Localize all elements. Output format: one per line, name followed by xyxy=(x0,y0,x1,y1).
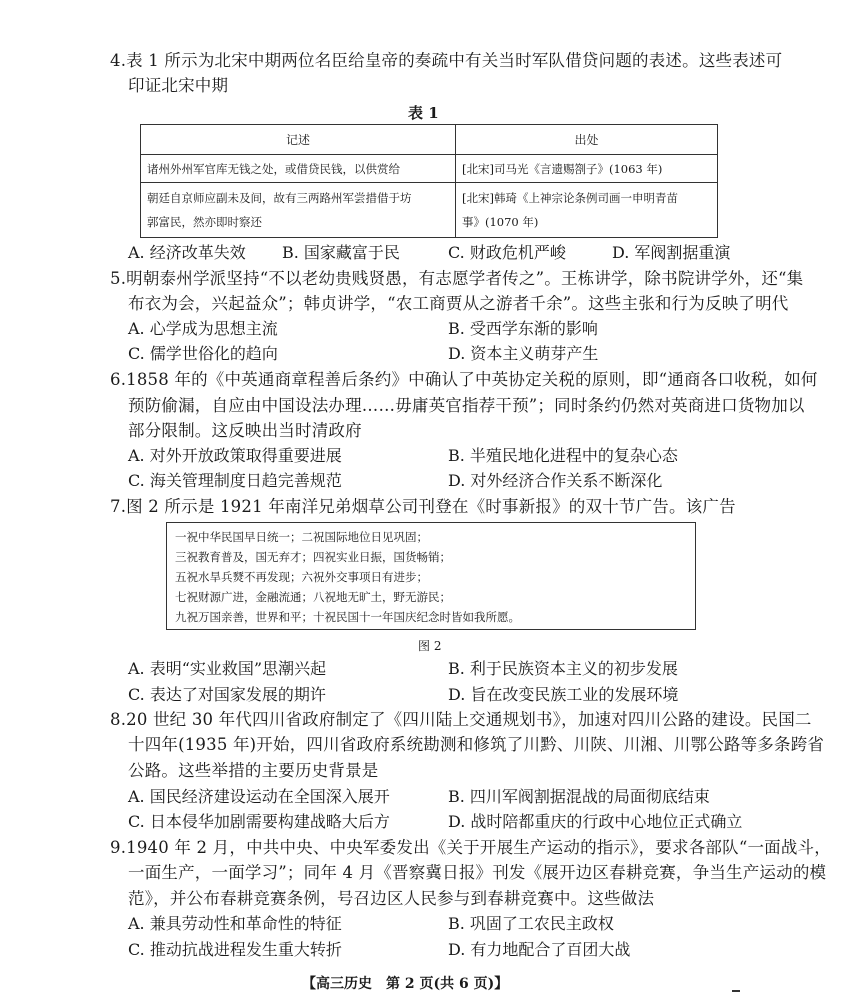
row-2-source-line-2: 事》(1070 年) xyxy=(462,215,539,229)
q5-option-c: C. 儒学世俗化的趋向 xyxy=(128,344,278,363)
q4-option-d: D. 军阀割据重演 xyxy=(612,243,731,262)
table-header-row xyxy=(141,125,718,155)
q8-option-a: A. 国民经济建设运动在全国深入展开 xyxy=(128,787,390,806)
q7-option-d: D. 旨在改变民族工业的发展环境 xyxy=(448,685,679,704)
q4-stem-line-1: 4.表 1 所示为北宋中期两位名臣给皇帝的奏疏中有关当时军队借贷问题的表述。这些表述可 xyxy=(110,51,783,70)
row-2-source xyxy=(456,183,718,238)
q6-stem-line-2: 预防偷漏，自应由中国设法办理……毋庸英官指荐干预”；同时条约仍然对英商进口货物加以 xyxy=(128,396,805,415)
q5-option-b: B. 受西学东渐的影响 xyxy=(448,319,598,338)
table-1 xyxy=(140,124,718,238)
row-2-text-line-1: 朝廷自京师应副未及间，故有三两路州军尝措借于坊 xyxy=(147,191,412,205)
q8-stem-line-3: 公路。这些举措的主要历史背景是 xyxy=(128,761,379,780)
q5-stem-line-1: 5.明朝泰州学派坚持“不以老幼贵贱贤愚，有志愿学者传之”。王栋讲学，除书院讲学外，还“集 xyxy=(110,269,804,288)
q7-option-c: C. 表达了对国家发展的期许 xyxy=(128,685,326,704)
q8-stem-line-2: 十四年(1935 年)开始，四川省政府系统勘测和修筑了川黔、川陕、川湘、川鄂公路等多条跨省 xyxy=(128,735,825,754)
q6-option-a: A. 对外开放政策取得重要进展 xyxy=(128,446,342,465)
q4-option-a: A. 经济改革失效 xyxy=(128,243,246,262)
q6-option-b: B. 半殖民地化进程中的复杂心态 xyxy=(448,446,678,465)
row-2-source-line-1: [北宋]韩琦《上神宗论条例司画一申明青苗 xyxy=(462,191,678,205)
header-record: 记述 xyxy=(141,125,456,155)
q5-option-d: D. 资本主义萌芽产生 xyxy=(448,344,599,363)
q5-option-a: A. 心学成为思想主流 xyxy=(128,319,278,338)
q6-option-d: D. 对外经济合作关系不断深化 xyxy=(448,471,663,490)
figure-2-line-5: 九祝万国亲善，世界和平；十祝民国十一年国庆纪念时皆如我所愿。 xyxy=(175,610,520,624)
q4-stem-line-2: 印证北宋中期 xyxy=(128,76,229,95)
q4-option-c: C. 财政危机严峻 xyxy=(448,243,566,262)
row-1-text: 诸州外州军官库无钱之处，或借贷民钱，以供赏给 xyxy=(141,155,456,183)
q6-option-c: C. 海关管理制度日趋完善规范 xyxy=(128,471,342,490)
q4-option-b: B. 国家藏富于民 xyxy=(282,243,400,262)
q9-option-d: D. 有力地配合了百团大战 xyxy=(448,940,631,959)
page-footer: 【高三历史 第 2 页(共 6 页)】 xyxy=(302,976,509,992)
q7-option-b: B. 利于民族资本主义的初步发展 xyxy=(448,659,678,678)
q9-option-c: C. 推动抗战进程发生重大转折 xyxy=(128,940,342,959)
figure-2-caption: 图 2 xyxy=(418,639,442,653)
header-source: 出处 xyxy=(456,125,718,155)
row-2-text-line-2: 郭富民，然亦即时察还 xyxy=(147,215,262,229)
q5-stem-line-2: 布衣为会，兴起益众”；韩贞讲学，“农工商贾从之游者千余”。这些主张和行为反映了明代 xyxy=(128,294,789,313)
footer-mark xyxy=(732,990,740,992)
q9-option-b: B. 巩固了工农民主政权 xyxy=(448,914,614,933)
figure-2-line-4: 七祝财源广进，金融流通；八祝地无旷土，野无游民； xyxy=(175,590,451,604)
q9-stem-line-1: 9.1940 年 2 月，中共中央、中央军委发出《关于开展生产运动的指示》，要求各部队“一面战斗， xyxy=(110,838,831,857)
q7-option-a: A. 表明“实业救国”思潮兴起 xyxy=(128,659,327,678)
table-row xyxy=(141,155,718,183)
q6-stem-line-3: 部分限制。这反映出当时清政府 xyxy=(128,421,362,440)
figure-2-line-1: 一祝中华民国早日统一；二祝国际地位日见巩固； xyxy=(175,530,428,544)
q8-option-d: D. 战时陪都重庆的行政中心地位正式确立 xyxy=(448,812,743,831)
q9-stem-line-2: 一面生产，一面学习”；同年 4 月《晋察冀日报》刊发《展开边区春耕竞赛，争当生产运动的模 xyxy=(128,863,827,882)
q8-stem-line-1: 8.20 世纪 30 年代四川省政府制定了《四川陆上交通规划书》，加速对四川公路的建设。民国二 xyxy=(110,710,812,729)
row-1-source: [北宋]司马光《言遗赐劄子》(1063 年) xyxy=(456,155,718,183)
table-row xyxy=(141,183,718,238)
q9-option-a: A. 兼具劳动性和革命性的特征 xyxy=(128,914,342,933)
q7-stem-line-1: 7.图 2 所示是 1921 年南洋兄弟烟草公司刊登在《时事新报》的双十节广告。该广告 xyxy=(110,497,736,516)
row-2-text xyxy=(141,183,456,238)
q6-stem-line-1: 6.1858 年的《中英通商章程善后条约》中确认了中英协定关税的原则，即“通商各口收税，如何 xyxy=(110,370,818,389)
table-1-caption: 表 1 xyxy=(408,104,439,122)
figure-2-box xyxy=(166,522,696,630)
q9-stem-line-3: 范》，并公布春耕竞赛条例，号召边区人民参与到春耕竞赛中。这些做法 xyxy=(128,889,655,908)
q8-option-b: B. 四川军阀割据混战的局面彻底结束 xyxy=(448,787,710,806)
figure-2-line-3: 五祝水旱兵燹不再发现；六祝外交事项日有进步； xyxy=(175,570,428,584)
q8-option-c: C. 日本侵华加剧需要构建战略大后方 xyxy=(128,812,390,831)
figure-2-line-2: 三祝教育普及，国无弃才；四祝实业日振，国货畅销； xyxy=(175,550,451,564)
